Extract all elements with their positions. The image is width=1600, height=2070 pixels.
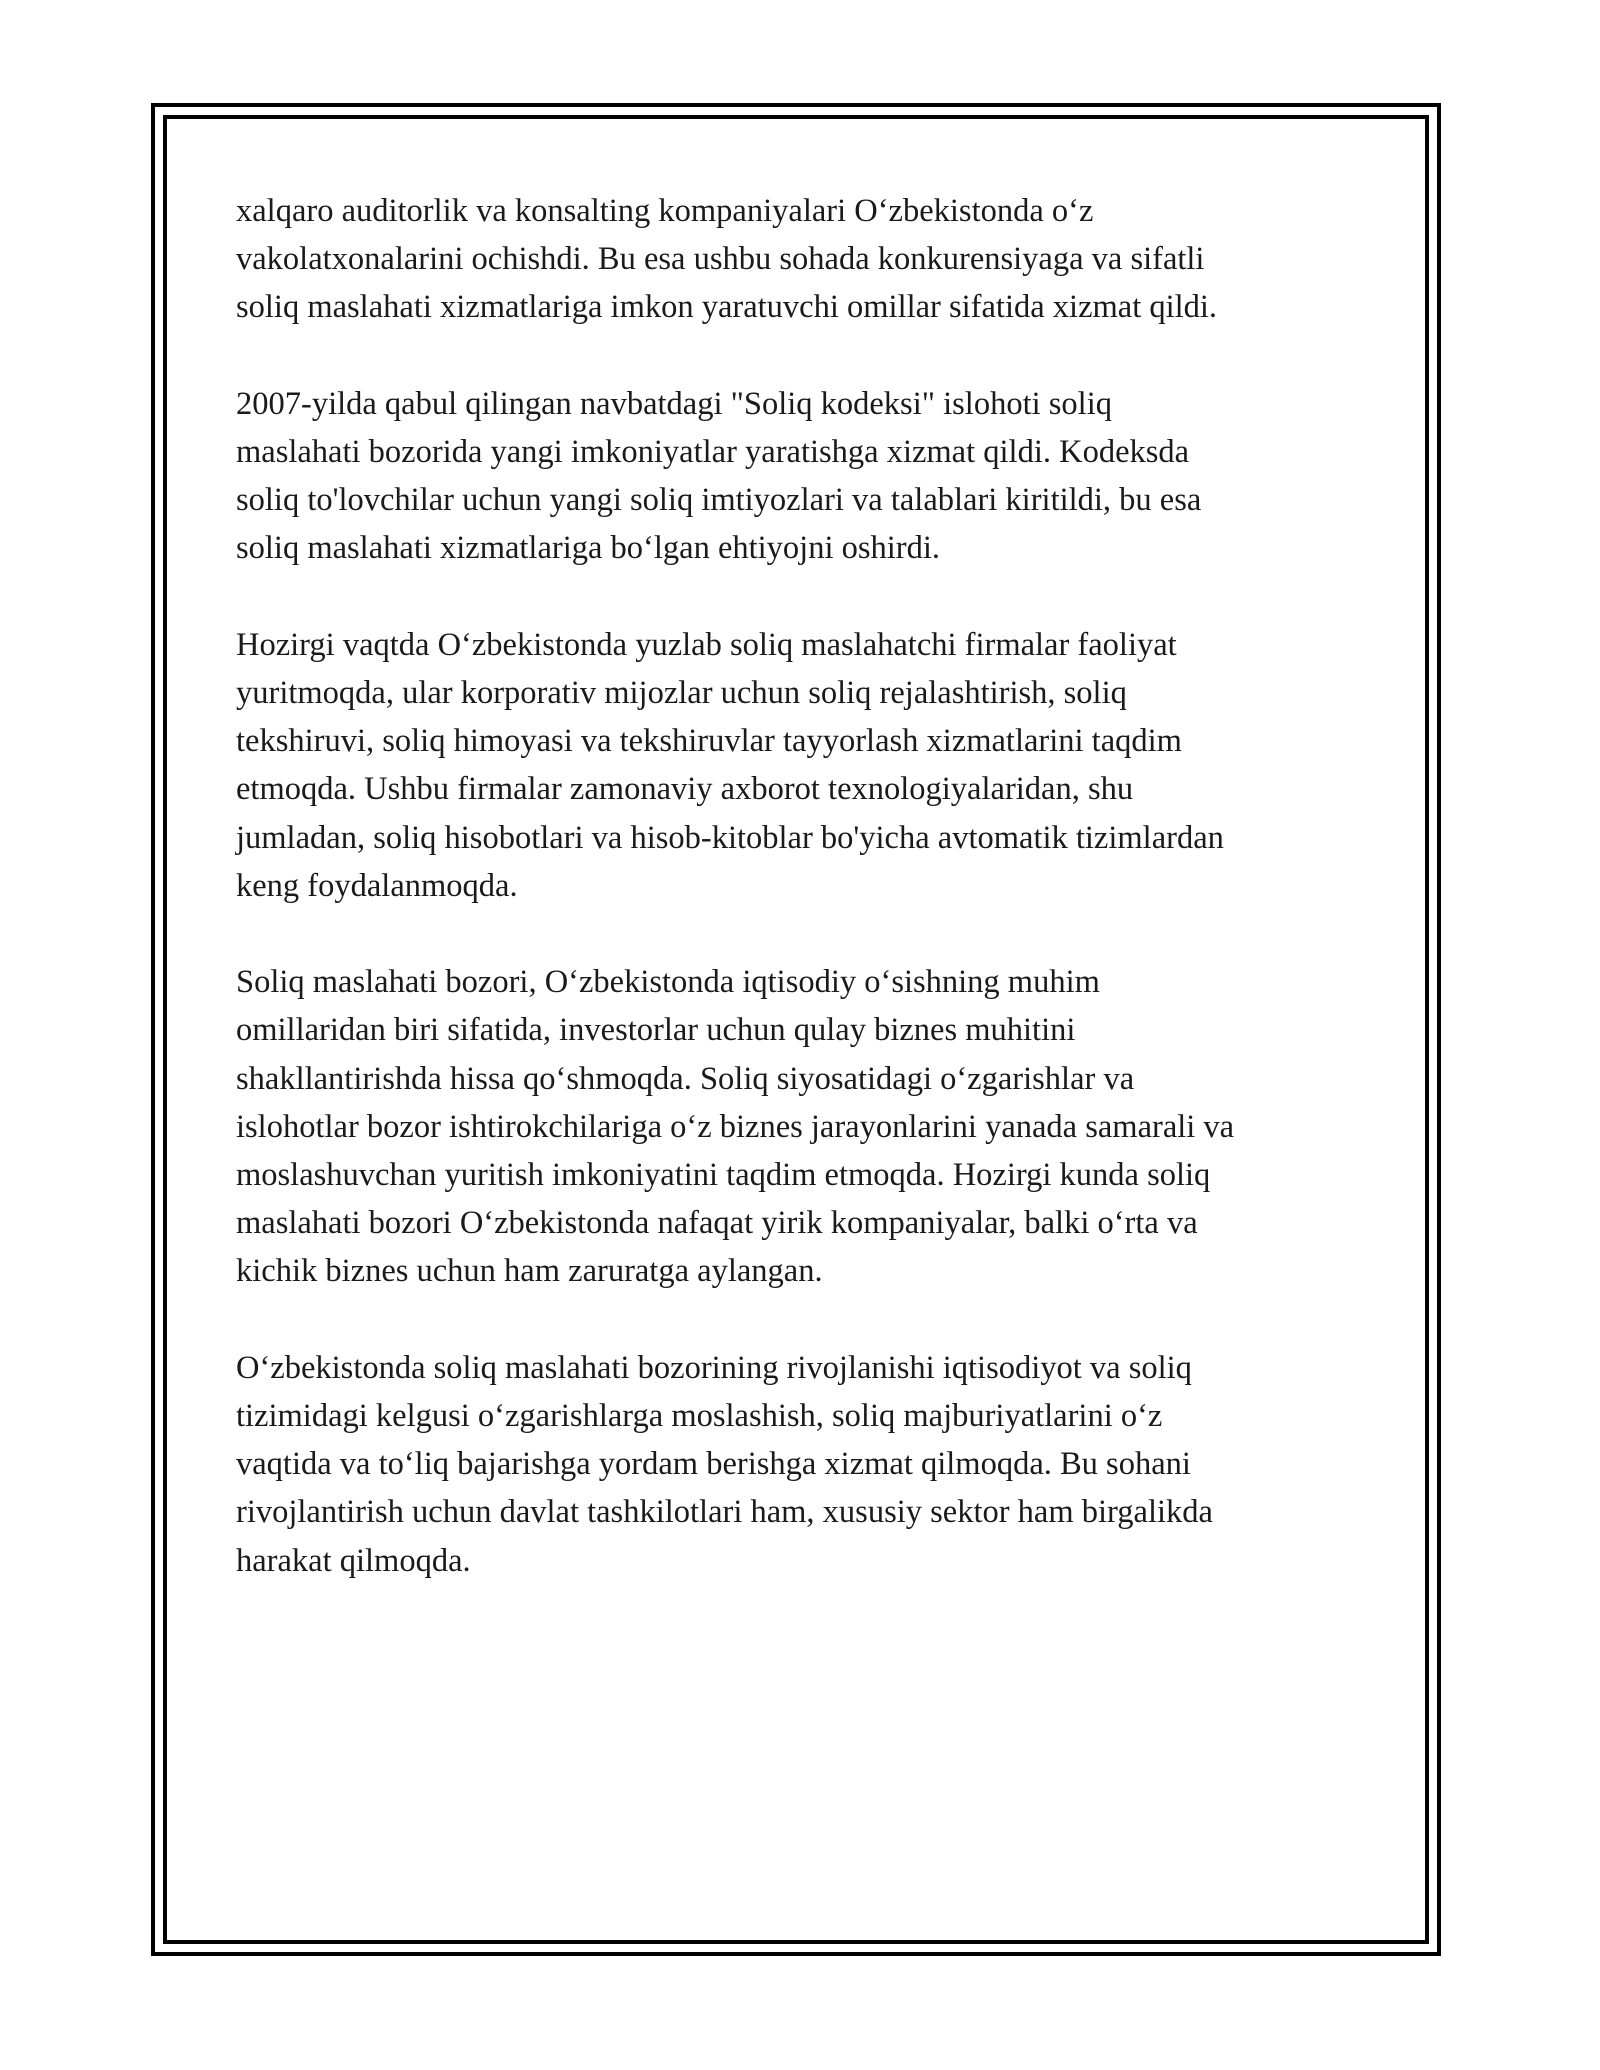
paragraph-2: 2007-yilda qabul qilingan navbatdagi "Soliq kodeksi" islohoti soliq maslahati bozorida yangi imkoniyatlar yaratishga xizmat qildi. Kodeksda soliq to'lovchilar uchun yangi soliq imtiyozlari va talablari kiritildi, bu esa soliq maslahati xizmatlariga bo‘lgan ehtiyojni oshirdi. [236, 385, 1202, 567]
document-body [236, 187, 1366, 1633]
paragraph-1: xalqaro auditorlik va konsalting kompaniyalari O‘zbekistonda o‘z vakolatxonalarini ochishdi. Bu esa ushbu sohada konkurensiyaga va sifatli soliq maslahati xizmatlariga imkon yaratuvchi omillar sifatida xizmat qildi. [236, 193, 1218, 326]
paragraph-3: Hozirgi vaqtda O‘zbekistonda yuzlab soliq maslahatchi firmalar faoliyat yuritmoqda, ular korporativ mijozlar uchun soliq rejalashtirish, soliq tekshiruvi, soliq himoyasi va tekshiruvlar tayyorlash xizmatlarini taqdim etmoqda. Ushbu firmalar zamonaviy axborot texnologiyalaridan, shu jumladan, soliq hisobotlari va hisob-kitoblar bo'yicha avtomatik tizimlardan keng foydalanmoqda. [236, 626, 1224, 904]
paragraph-4: Soliq maslahati bozori, O‘zbekistonda iqtisodiy o‘sishning muhim omillaridan biri sifatida, investorlar uchun qulay biznes muhitini shakllantirishda hissa qo‘shmoqda. Soliq siyosatidagi o‘zgarishlar va islohotlar bozor ishtirokchilariga o‘z biznes jarayonlarini yanada samarali va moslashuvchan yuritish imkoniyatini taqdim etmoqda. Hozirgi kunda soliq maslahati bozori O‘zbekistonda nafaqat yirik kompaniyalar, balki o‘rta va kichik biznes uchun ham zaruratga aylangan. [236, 964, 1235, 1290]
paragraph-5: O‘zbekistonda soliq maslahati bozorining rivojlanishi iqtisodiyot va soliq tizimidagi kelgusi o‘zgarishlarga moslashish, soliq majburiyatlarini o‘z vaqtida va to‘liq bajarishga yordam berishga xizmat qilmoqda. Bu sohani rivojlantirish uchun davlat tashkilotlari ham, xususiy sektor ham birgalikda harakat qilmoqda. [236, 1349, 1213, 1579]
